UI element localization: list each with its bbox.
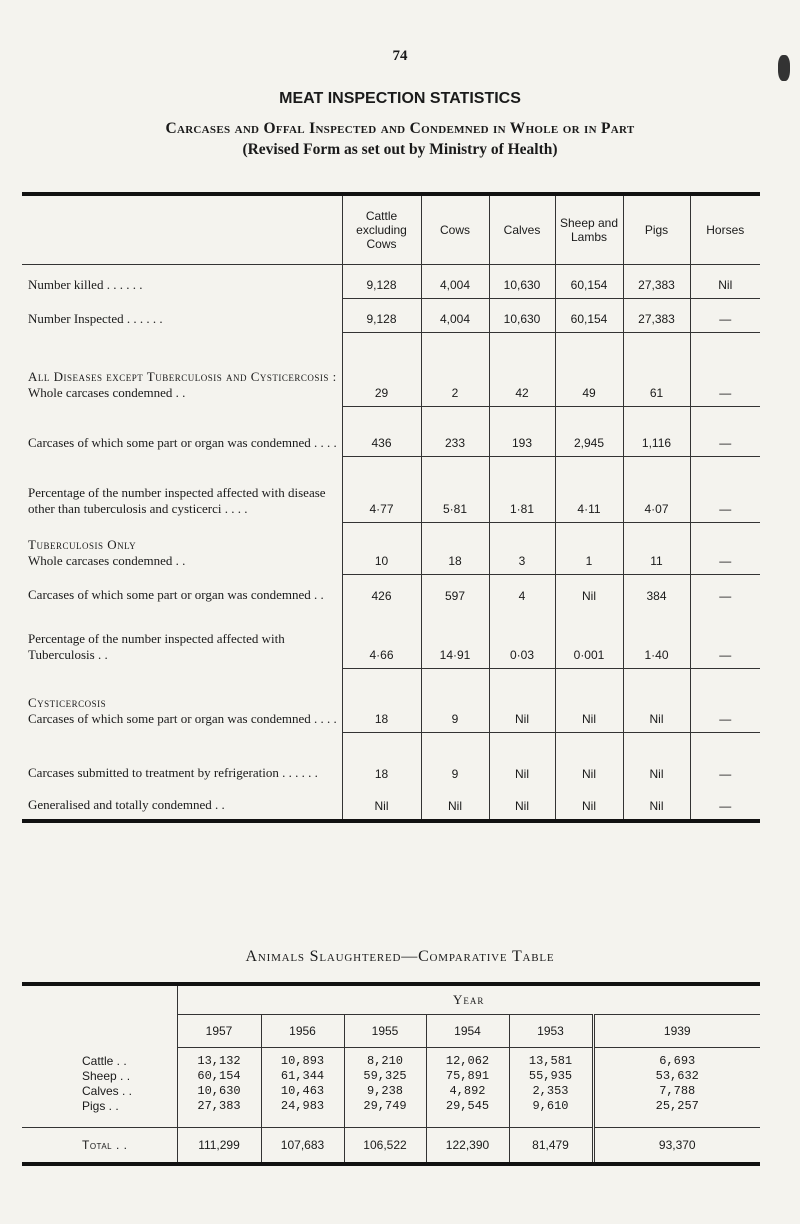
table-cell: 10,630: [489, 265, 555, 299]
animal-label: Pigs . .: [82, 1098, 119, 1113]
table-cell: 25,257: [655, 1099, 699, 1113]
year-cell: 1957: [177, 1015, 261, 1048]
page-title: MEAT INSPECTION STATISTICS: [279, 90, 521, 107]
header-pigs: Pigs: [623, 194, 690, 265]
year-column: [344, 1048, 426, 1128]
table-row: [22, 575, 760, 609]
table-cell: Nil: [555, 669, 623, 733]
table-cell: Nil: [690, 265, 760, 299]
total-cell: 106,522: [344, 1128, 426, 1165]
row-label: [22, 733, 342, 787]
table-cell: Nil: [623, 787, 690, 821]
table-cell: 426: [342, 575, 421, 609]
table-cell: 29,545: [445, 1099, 490, 1113]
year-column: [593, 1048, 760, 1128]
table-row: [22, 333, 760, 407]
table-cell: 436: [342, 407, 421, 457]
table-cell: 27,383: [623, 299, 690, 333]
table-cell: —: [690, 575, 760, 609]
table-cell: —: [690, 407, 760, 457]
table1-note: (Revised Form as set out by Ministry of Health): [242, 141, 558, 158]
table-cell: 9: [421, 733, 489, 787]
row-label-text: Whole carcases condemned . .: [28, 384, 186, 400]
page-number: 74: [392, 48, 408, 64]
corner-blank: [22, 984, 177, 1048]
year-cell: 1939: [593, 1015, 760, 1048]
table-cell: 1·40: [623, 609, 690, 669]
table-cell: 13,132: [197, 1054, 241, 1068]
table-cell: 18: [421, 523, 489, 575]
year-cell: 1953: [509, 1015, 593, 1048]
table-cell: Nil: [623, 733, 690, 787]
table-cell: 3: [489, 523, 555, 575]
table-cell: Nil: [555, 733, 623, 787]
table-cell: 233: [421, 407, 489, 457]
table-cell: 13,581: [528, 1054, 573, 1068]
row-label-text: Number Inspected . . . . . .: [28, 310, 163, 326]
table-cell: 193: [489, 407, 555, 457]
total-label: Total . .: [22, 1128, 177, 1165]
total-cell: 81,479: [509, 1128, 593, 1165]
year-cell: 1956: [261, 1015, 344, 1048]
table-row: [22, 265, 760, 299]
table-cell: Nil: [555, 787, 623, 821]
table-cell: Nil: [489, 787, 555, 821]
table-cell: Nil: [489, 733, 555, 787]
comparative-table-title: Animals Slaughtered—Comparative Table: [245, 948, 555, 965]
table-row: [22, 733, 760, 787]
table-row: [22, 669, 760, 733]
table-cell: 24,983: [280, 1099, 325, 1113]
row-label-text: Number killed . . . . . .: [28, 276, 143, 292]
table-cell: 1·81: [489, 457, 555, 523]
table-cell: 10: [342, 523, 421, 575]
table-cell: 4: [489, 575, 555, 609]
table-cell: 49: [555, 333, 623, 407]
table-cell: 384: [623, 575, 690, 609]
year-cell: 1955: [344, 1015, 426, 1048]
table-cell: 53,632: [655, 1069, 699, 1083]
table-row: [22, 299, 760, 333]
table-cell: 55,935: [528, 1069, 573, 1083]
animal-label: Calves . .: [82, 1083, 133, 1098]
table-cell: 10,630: [197, 1084, 241, 1098]
table-row: [22, 407, 760, 457]
table-cell: 4,004: [421, 265, 489, 299]
table-cell: 4,892: [449, 1084, 486, 1098]
row-label-text: Carcases of which some part or organ was condemned . . . .: [28, 710, 337, 726]
header-sheep: Sheep and Lambs: [555, 194, 623, 265]
year-column: [261, 1048, 344, 1128]
table-row: [22, 457, 760, 523]
row-label: [22, 575, 342, 609]
row-label: [22, 609, 342, 669]
table-cell: 0·001: [555, 609, 623, 669]
section-heading: Cysticercosis: [28, 694, 107, 710]
table-cell: 27,383: [623, 265, 690, 299]
table-cell: —: [690, 457, 760, 523]
table-cell: 11: [623, 523, 690, 575]
row-label: [22, 523, 342, 575]
table-cell: 60,154: [197, 1069, 241, 1083]
table-cell: 14·91: [421, 609, 489, 669]
total-cell: 93,370: [593, 1128, 760, 1165]
table-cell: —: [690, 787, 760, 821]
total-cell: 111,299: [177, 1128, 261, 1165]
row-label: [22, 787, 342, 821]
header-calves: Calves: [489, 194, 555, 265]
table-row: [22, 609, 760, 669]
table-cell: 2,353: [532, 1084, 569, 1098]
table-cell: 61,344: [280, 1069, 325, 1083]
table-cell: Nil: [555, 575, 623, 609]
year-column: [509, 1048, 593, 1128]
row-label: [22, 407, 342, 457]
header-blank: [22, 194, 342, 265]
table-cell: 9: [421, 669, 489, 733]
table-cell: —: [690, 669, 760, 733]
table-cell: Nil: [623, 669, 690, 733]
row-label-text: Percentage of the number inspected affected with Tuberculosis . .: [28, 630, 285, 662]
table-cell: 10,893: [280, 1054, 325, 1068]
table-cell: 4·66: [342, 609, 421, 669]
meat-inspection-table: [22, 192, 760, 823]
row-label-text: Percentage of the number inspected affected with disease other than tuberculosis and cysticerci . . . .: [28, 484, 326, 516]
row-label: [22, 299, 342, 333]
table-cell: 75,891: [445, 1069, 490, 1083]
table-cell: 10,463: [280, 1084, 325, 1098]
table-cell: 0·03: [489, 609, 555, 669]
table-cell: 10,630: [489, 299, 555, 333]
table-row: [22, 787, 760, 821]
animal-label: Sheep . .: [82, 1068, 131, 1083]
table-cell: 9,610: [532, 1099, 569, 1113]
table-cell: 9,238: [366, 1084, 403, 1098]
year-header: Year: [177, 984, 760, 1015]
table-cell: —: [690, 609, 760, 669]
table-cell: 597: [421, 575, 489, 609]
row-label: [22, 333, 342, 407]
header-cattle: Cattle excluding Cows: [342, 194, 421, 265]
table-cell: 18: [342, 669, 421, 733]
table-cell: 9,128: [342, 299, 421, 333]
year-cell: 1954: [426, 1015, 509, 1048]
table-cell: 7,788: [659, 1084, 696, 1098]
row-label-text: Carcases submitted to treatment by refrigeration . . . . . .: [28, 764, 318, 780]
total-cell: 107,683: [261, 1128, 344, 1165]
table-cell: Nil: [489, 669, 555, 733]
animal-labels: [22, 1048, 177, 1128]
table-cell: 2,945: [555, 407, 623, 457]
section-heading: Tuberculosis Only: [28, 536, 137, 552]
row-label-text: Carcases of which some part or organ was condemned . . . .: [28, 434, 337, 450]
table-cell: 61: [623, 333, 690, 407]
table-cell: —: [690, 523, 760, 575]
year-column: [426, 1048, 509, 1128]
table-cell: 8,210: [366, 1054, 403, 1068]
table-cell: 60,154: [555, 265, 623, 299]
table-cell: 59,325: [363, 1069, 407, 1083]
row-label-text: Carcases of which some part or organ was condemned . .: [28, 586, 324, 602]
table-cell: 42: [489, 333, 555, 407]
table-cell: 4·77: [342, 457, 421, 523]
table-cell: 29,749: [363, 1099, 407, 1113]
year-column: [177, 1048, 261, 1128]
table-cell: 4·11: [555, 457, 623, 523]
row-label: [22, 457, 342, 523]
table-cell: 5·81: [421, 457, 489, 523]
table-cell: —: [690, 299, 760, 333]
table-cell: 29: [342, 333, 421, 407]
row-label-text: Generalised and totally condemned . .: [28, 796, 225, 812]
table-cell: 12,062: [445, 1054, 490, 1068]
table-cell: 2: [421, 333, 489, 407]
animal-label: Cattle . .: [82, 1053, 127, 1068]
comparative-table: [22, 982, 760, 1166]
row-label: [22, 669, 342, 733]
header-cows: Cows: [421, 194, 489, 265]
table-cell: 9,128: [342, 265, 421, 299]
table-cell: 27,383: [197, 1099, 241, 1113]
table-cell: 4·07: [623, 457, 690, 523]
total-cell: 122,390: [426, 1128, 509, 1165]
table-cell: 18: [342, 733, 421, 787]
row-label-text: Whole carcases condemned . .: [28, 552, 186, 568]
table-cell: 6,693: [659, 1054, 696, 1068]
table-cell: —: [690, 333, 760, 407]
row-label: [22, 265, 342, 299]
table-row: [22, 523, 760, 575]
section-heading: All Diseases except Tuberculosis and Cysticercosis :: [28, 368, 337, 384]
table-cell: —: [690, 733, 760, 787]
header-horses: Horses: [690, 194, 760, 265]
table-cell: 60,154: [555, 299, 623, 333]
table-cell: Nil: [342, 787, 421, 821]
table-cell: Nil: [421, 787, 489, 821]
table-cell: 1,116: [623, 407, 690, 457]
table-cell: 4,004: [421, 299, 489, 333]
table-cell: 1: [555, 523, 623, 575]
table1-title: Carcases and Offal Inspected and Condemned in Whole or in Part: [165, 120, 635, 137]
